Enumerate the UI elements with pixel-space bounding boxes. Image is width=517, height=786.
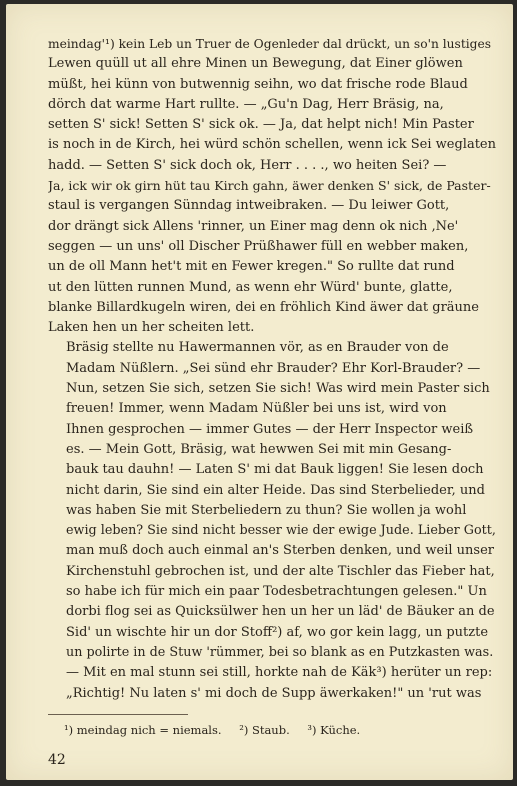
text-line: so habe ich für mich ein paar Todesbetrachtungen gelesen." Un (66, 584, 487, 600)
text-line: dörch dat warme Hart rullte. — „Gu'n Dag, Herr Bräsig, na, (48, 96, 444, 112)
text-line: man muß doch auch einmal an's Sterben denken, und weil unser (66, 543, 494, 559)
text-line: es. — Mein Gott, Bräsig, wat hewwen Sei mit min Gesang- (66, 441, 452, 457)
text-line: un de oll Mann het't mit en Fewer kregen." So rullte dat rund (48, 259, 455, 275)
text-line: „Richtig! Nu laten s' mi doch de Supp äwerkaken!" un 'rut was (66, 685, 482, 701)
text-line: Madam Nüßlern. „Sei sünd ehr Brauder? Ehr Korl-Brauder? — (66, 360, 481, 376)
footnote-1: ¹) meindag nich = niemals. (64, 723, 222, 737)
book-page (6, 4, 513, 780)
text-line: blanke Billardkugeln wiren, dei en fröhlich Kind äwer dat gräune (48, 299, 479, 315)
text-line: Ihnen gesprochen — immer Gutes — der Herr Inspector weiß (66, 421, 474, 437)
text-line: dor drängt sick Allens 'rinner, un Einer mag denn ok nich ‚Ne' (48, 218, 459, 234)
text-line: müßt, hei künn von butwennig seihn, wo dat frische rode Blaud (48, 76, 468, 92)
text-line: hadd. — Setten S' sick doch ok, Herr . . . ., wo heiten Sei? — (48, 157, 447, 173)
footnote-3: ³) Küche. (307, 723, 361, 737)
text-line: seggen — un uns' oll Discher Prüßhawer füll en webber maken, (48, 238, 469, 254)
text-line: freuen! Immer, wenn Madam Nüßler bei uns ist, wird von (66, 401, 447, 417)
text-line: Laken hen un her scheiten lett. (48, 320, 255, 336)
footnote-2: ²) Staub. (239, 723, 290, 737)
text-line: is noch in de Kirch, hei würd schön schellen, wenn ick Sei weglaten (48, 137, 496, 153)
text-line: bauk tau dauhn! — Laten S' mi dat Bauk liggen! Sie lesen doch (66, 462, 484, 478)
text-line: nicht darin, Sie sind ein alter Heide. Das sind Sterbelieder, und (66, 482, 485, 498)
footnote-rule (48, 714, 188, 715)
body-text (48, 34, 496, 704)
text-line: staul is vergangen Sünndag intweibraken. — Du leiwer Gott, (48, 198, 450, 214)
text-line: setten S' sick! Setten S' sick ok. — Ja, dat helpt nich! Min Paster (48, 117, 474, 133)
text-line: Bräsig stellte nu Hawermannen vör, as en Brauder von de (66, 340, 449, 356)
text-line: was haben Sie mit Sterbeliedern zu thun? Sie wollen ja wohl (66, 502, 467, 518)
text-line: un polirte in de Stuw 'rümmer, bei so blank as en Putzkasten was. (66, 644, 494, 660)
paragraph-1 (48, 34, 496, 338)
text-line: Sid' un wischte hir un dor Stoff²) af, wo gor kein lagg, un putzte (66, 624, 489, 640)
text-line: Ja, ick wir ok girn hüt tau Kirch gahn, äwer denken S' sick, de Paster- (48, 178, 491, 194)
text-line: ewig leben? Sie sind nicht besser wie der ewige Jude. Lieber Gott, (66, 523, 496, 539)
text-line: meindag'¹) kein Leb un Truer de Ogenleder dal drückt, un so'n lustiges (48, 37, 492, 51)
text-line: Kirchenstuhl gebrochen ist, und der alte Tischler das Fieber hat, (66, 563, 495, 579)
footnotes (64, 723, 494, 737)
page-number: 42 (48, 752, 66, 768)
text-line: ut den lütten runnen Mund, as wenn ehr Würd' bunte, glatte, (48, 279, 453, 295)
text-line: Lewen quüll ut all ehre Minen un Bewegung, dat Einer glöwen (48, 56, 463, 72)
text-line: dorbi flog sei as Quicksülwer hen un her un läd' de Bäuker an de (66, 604, 495, 620)
text-line: Nun, setzen Sie sich, setzen Sie sich! Was wird mein Paster sich (66, 381, 490, 397)
paragraph-2 (48, 338, 496, 703)
text-line: — Mit en mal stunn sei still, horkte nah de Käk³) herüter un rep: (66, 665, 493, 681)
